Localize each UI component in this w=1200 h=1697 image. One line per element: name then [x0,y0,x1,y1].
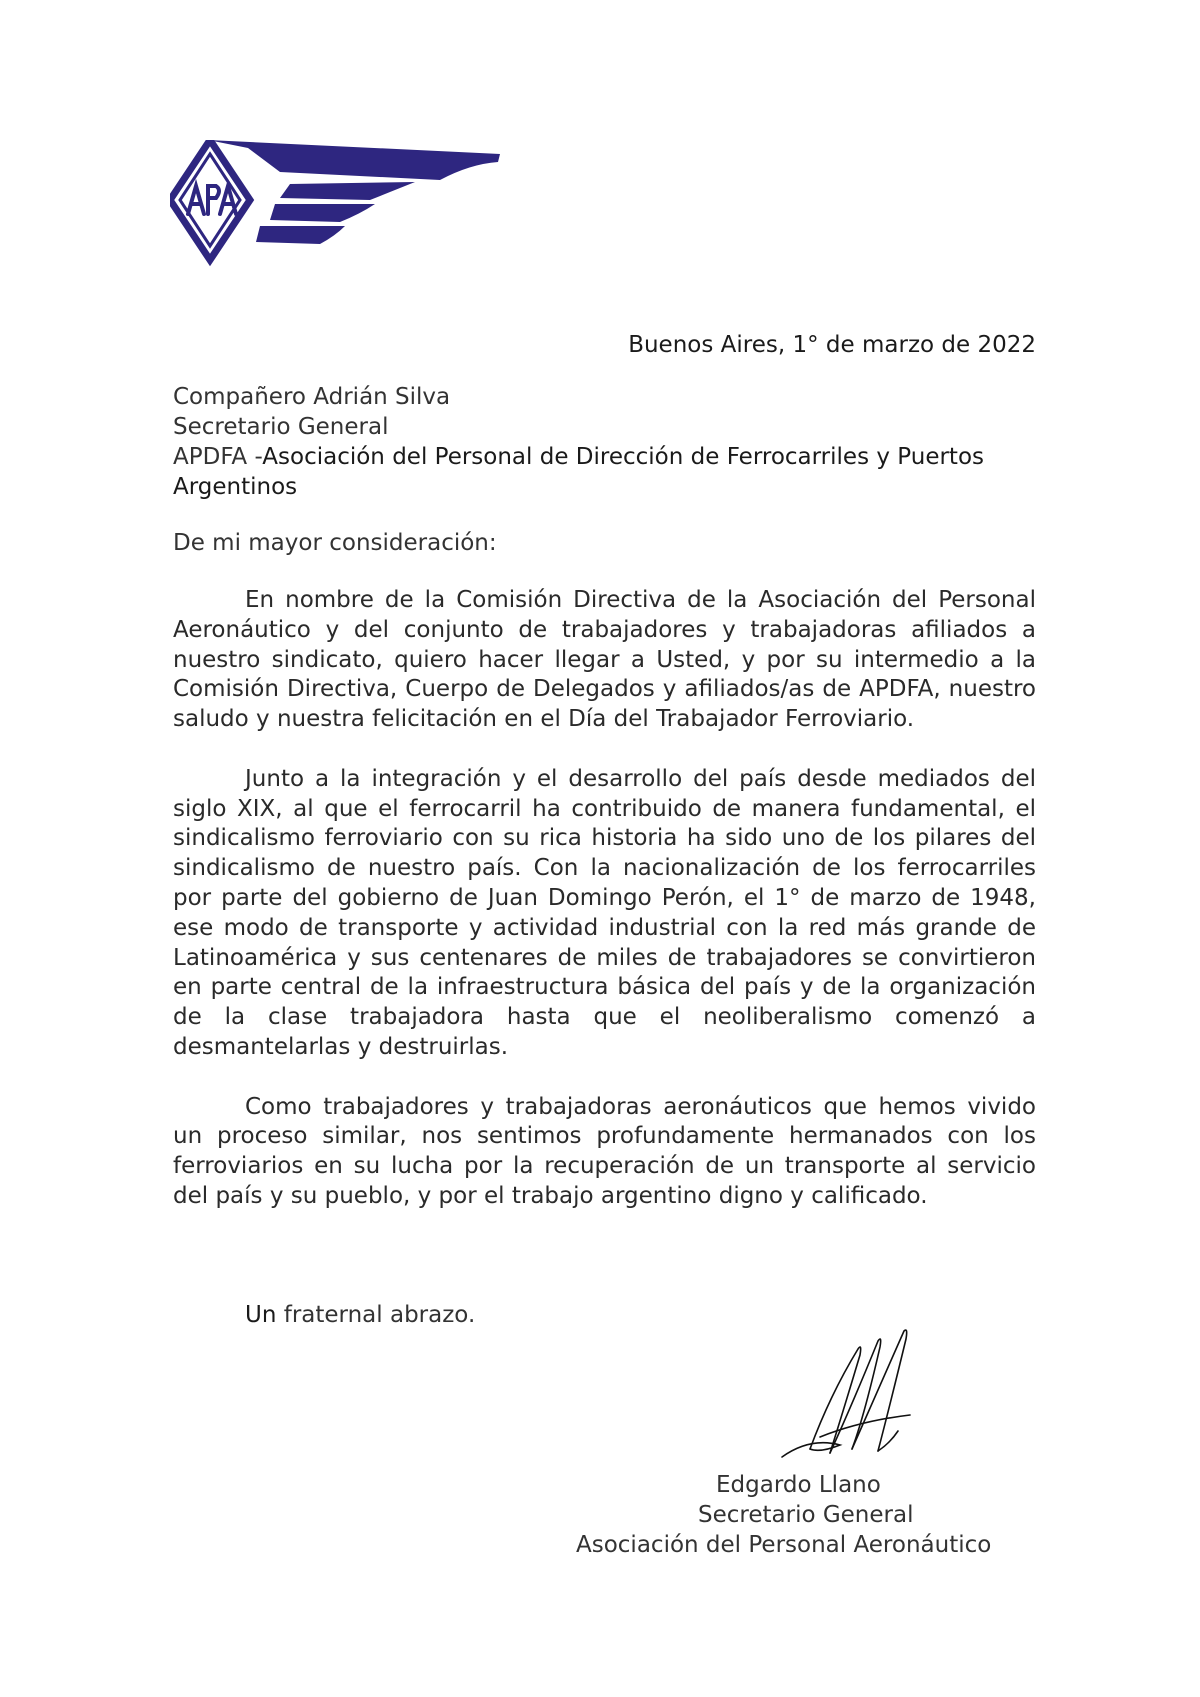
body-paragraph-2: Junto a la integración y el desarrollo del país desde mediados del siglo XIX, al que el ferrocarril ha contribuido de manera fundamental, el sindicalismo ferroviario con su rica historia ha sido uno de los pilares del sindicalismo de nuestro país. Con la nacionalización de los ferrocarriles por parte del gobierno de Juan Domingo Perón, el 1° de marzo de 1948, ese modo de transporte y actividad industrial con la red más grande de Latinoamérica y sus centenares de miles de trabajadores se convirtieron en parte central de la infraestructura básica del país y de la organización de la clase trabajadora hasta que el neoliberalismo comenzó a desmantelarlas y destruirlas. [173,765,1036,1060]
greeting: De mi mayor consideración: [173,530,497,556]
addressee-org [173,442,1036,502]
body-paragraph-3: Como trabajadores y trabajadoras aeronáuticos que hemos vivido un proceso similar, nos sentimos profundamente hermanados con los ferroviarios en su lucha por la recuperación de un transporte al servicio del país y su pueblo, y por el trabajo argentino digno y calificado. [173,1093,1036,1209]
addressee-org-name: Asociación del Personal de Dirección de Ferrocarriles y Puertos Argentinos [173,444,985,500]
letter-date: Buenos Aires, 1° de marzo de 2022 [628,332,1036,358]
signer-name: Edgardo Llano [716,1472,881,1498]
handwritten-signature [780,1325,940,1465]
addressee-block [173,382,1036,502]
signer-block [576,1470,1036,1560]
addressee-org-prefix: APDFA - [173,444,263,470]
letter-body [173,586,1036,1242]
closing-first-word: Un [245,1302,277,1328]
signer-org: Asociación del Personal Aeronáutico [576,1532,992,1558]
addressee-role: Secretario General [173,414,389,440]
body-paragraph-1: En nombre de la Comisión Directiva de la Asociación del Personal Aeronáutico y del conjunto de trabajadores y trabajadoras afiliados a nuestro sindicato, quiero hacer llegar a Usted, y por su intermedio a la Comisión Directiva, Cuerpo de Delegados y afiliados/as de APDFA, nuestro saludo y nuestra felicitación en el Día del Trabajador Ferroviario. [173,587,1036,733]
closing-line [245,1300,475,1330]
apa-winged-logo [170,140,510,270]
signer-role: Secretario General [698,1502,914,1528]
addressee-name: Compañero Adrián Silva [173,384,451,410]
closing-rest: fraternal abrazo. [276,1302,476,1328]
